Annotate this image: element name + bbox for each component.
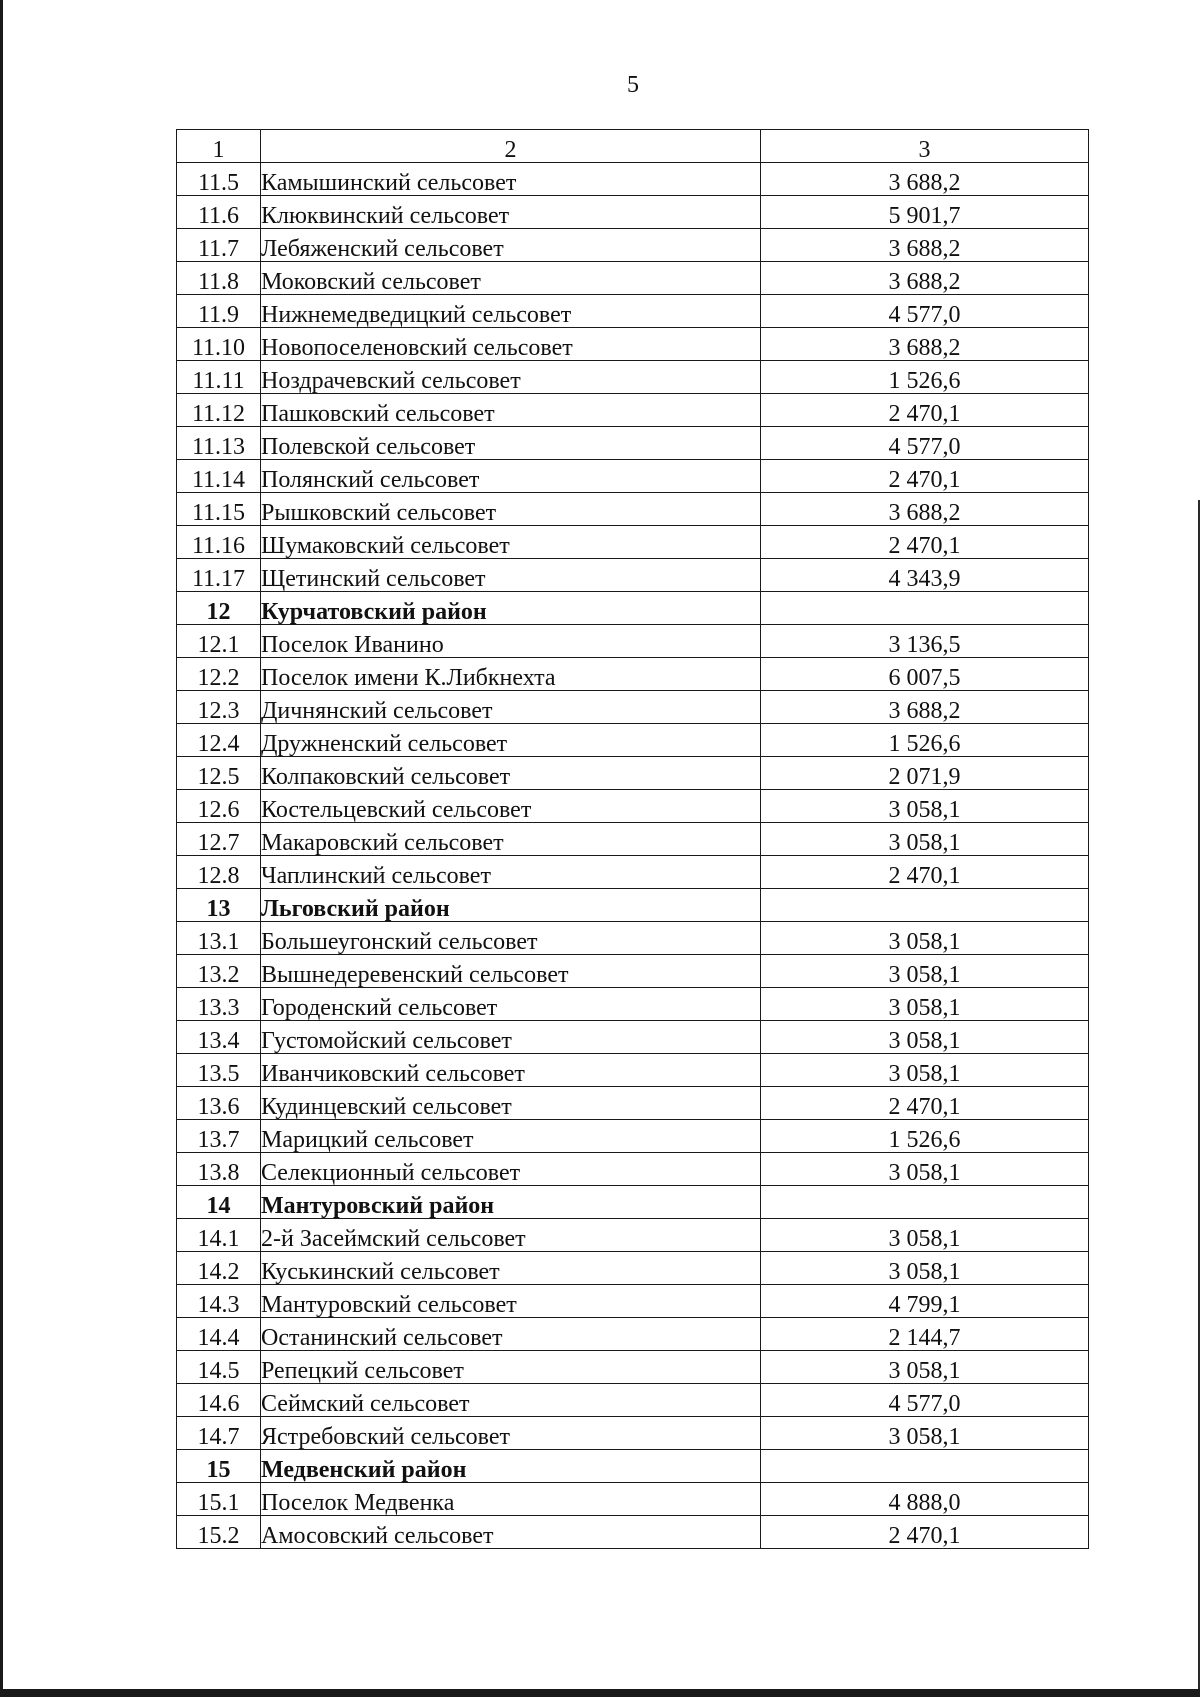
table-group-row (177, 889, 1089, 922)
table-row (177, 361, 1089, 394)
row-number: 13.8 (177, 1153, 261, 1186)
row-value (761, 1186, 1089, 1219)
settlement-name: Мантуровский сельсовет (261, 1285, 761, 1318)
row-number: 12.3 (177, 691, 261, 724)
table-row (177, 460, 1089, 493)
table-row (177, 1285, 1089, 1318)
row-value: 4 343,9 (761, 559, 1089, 592)
column-header-name: 2 (261, 130, 761, 163)
table-row (177, 1516, 1089, 1549)
table-row (177, 1417, 1089, 1450)
settlement-name: Амосовский сельсовет (261, 1516, 761, 1549)
row-number: 12 (177, 592, 261, 625)
settlement-name: Ястребовский сельсовет (261, 1417, 761, 1450)
row-value: 4 799,1 (761, 1285, 1089, 1318)
row-value: 4 888,0 (761, 1483, 1089, 1516)
row-number: 14.7 (177, 1417, 261, 1450)
row-number: 11.5 (177, 163, 261, 196)
settlement-name: Селекционный сельсовет (261, 1153, 761, 1186)
row-number: 13 (177, 889, 261, 922)
table-row (177, 1318, 1089, 1351)
table-row (177, 790, 1089, 823)
row-number: 11.14 (177, 460, 261, 493)
row-value: 1 526,6 (761, 1120, 1089, 1153)
row-value: 4 577,0 (761, 427, 1089, 460)
row-value: 3 688,2 (761, 328, 1089, 361)
settlement-name: Вышнедеревенский сельсовет (261, 955, 761, 988)
row-value: 2 071,9 (761, 757, 1089, 790)
table-row (177, 823, 1089, 856)
table-row (177, 988, 1089, 1021)
row-number: 14.5 (177, 1351, 261, 1384)
row-value: 2 470,1 (761, 526, 1089, 559)
table-body (177, 130, 1089, 1549)
table-row (177, 526, 1089, 559)
row-value: 2 470,1 (761, 856, 1089, 889)
row-number: 14.1 (177, 1219, 261, 1252)
row-number: 11.7 (177, 229, 261, 262)
table-row (177, 1120, 1089, 1153)
table-row (177, 625, 1089, 658)
row-number: 13.1 (177, 922, 261, 955)
row-value: 3 688,2 (761, 493, 1089, 526)
settlement-name: Камышинский сельсовет (261, 163, 761, 196)
table-group-row (177, 1186, 1089, 1219)
settlement-name: Густомойский сельсовет (261, 1021, 761, 1054)
table-row (177, 262, 1089, 295)
row-number: 12.6 (177, 790, 261, 823)
settlement-name: Полевской сельсовет (261, 427, 761, 460)
scan-edge-left (0, 0, 3, 1697)
scan-edge-bottom (0, 1689, 1200, 1697)
settlement-name: 2-й Засеймский сельсовет (261, 1219, 761, 1252)
row-number: 12.4 (177, 724, 261, 757)
row-number: 15.1 (177, 1483, 261, 1516)
row-number: 13.3 (177, 988, 261, 1021)
settlement-name: Клюквинский сельсовет (261, 196, 761, 229)
table-row (177, 955, 1089, 988)
settlement-name: Шумаковский сельсовет (261, 526, 761, 559)
table-row (177, 295, 1089, 328)
table-row (177, 757, 1089, 790)
table-row (177, 1219, 1089, 1252)
row-value: 3 058,1 (761, 1351, 1089, 1384)
table-row (177, 1252, 1089, 1285)
district-name: Курчатовский район (261, 592, 761, 625)
settlement-name: Макаровский сельсовет (261, 823, 761, 856)
row-value: 3 058,1 (761, 1417, 1089, 1450)
row-value: 3 058,1 (761, 1252, 1089, 1285)
table-row (177, 1021, 1089, 1054)
row-number: 12.1 (177, 625, 261, 658)
row-number: 14.6 (177, 1384, 261, 1417)
row-number: 11.6 (177, 196, 261, 229)
settlement-name: Поселок Медвенка (261, 1483, 761, 1516)
row-number: 11.16 (177, 526, 261, 559)
settlement-name: Костельцевский сельсовет (261, 790, 761, 823)
table-row (177, 1054, 1089, 1087)
row-value: 4 577,0 (761, 295, 1089, 328)
row-value: 4 577,0 (761, 1384, 1089, 1417)
settlement-name: Щетинский сельсовет (261, 559, 761, 592)
settlement-name: Пашковский сельсовет (261, 394, 761, 427)
settlement-name: Колпаковский сельсовет (261, 757, 761, 790)
row-number: 15 (177, 1450, 261, 1483)
table-row (177, 196, 1089, 229)
settlement-name: Чаплинский сельсовет (261, 856, 761, 889)
table-row (177, 856, 1089, 889)
row-number: 11.9 (177, 295, 261, 328)
settlement-name: Моковский сельсовет (261, 262, 761, 295)
row-value: 2 144,7 (761, 1318, 1089, 1351)
row-value: 3 058,1 (761, 823, 1089, 856)
table-row (177, 328, 1089, 361)
row-number: 14.2 (177, 1252, 261, 1285)
row-value: 3 058,1 (761, 1021, 1089, 1054)
district-name: Мантуровский район (261, 1186, 761, 1219)
row-number: 12.7 (177, 823, 261, 856)
settlement-name: Лебяженский сельсовет (261, 229, 761, 262)
row-value: 3 136,5 (761, 625, 1089, 658)
table-row (177, 229, 1089, 262)
settlement-name: Останинский сельсовет (261, 1318, 761, 1351)
settlement-name: Дичнянский сельсовет (261, 691, 761, 724)
settlement-name: Иванчиковский сельсовет (261, 1054, 761, 1087)
settlement-name: Сеймский сельсовет (261, 1384, 761, 1417)
row-value: 3 058,1 (761, 1054, 1089, 1087)
table-row (177, 724, 1089, 757)
row-number: 13.5 (177, 1054, 261, 1087)
table-row (177, 922, 1089, 955)
row-value: 2 470,1 (761, 1087, 1089, 1120)
row-number: 15.2 (177, 1516, 261, 1549)
row-number: 11.11 (177, 361, 261, 394)
settlement-name: Новопоселеновский сельсовет (261, 328, 761, 361)
row-value (761, 889, 1089, 922)
table-header-row (177, 130, 1089, 163)
settlement-name: Дружненский сельсовет (261, 724, 761, 757)
settlement-name: Полянский сельсовет (261, 460, 761, 493)
row-value: 2 470,1 (761, 1516, 1089, 1549)
settlement-name: Большеугонский сельсовет (261, 922, 761, 955)
row-value (761, 592, 1089, 625)
district-name: Медвенский район (261, 1450, 761, 1483)
row-number: 13.2 (177, 955, 261, 988)
row-number: 14.3 (177, 1285, 261, 1318)
row-number: 13.7 (177, 1120, 261, 1153)
row-value: 3 058,1 (761, 1153, 1089, 1186)
allocation-table (176, 129, 1089, 1549)
row-number: 12.5 (177, 757, 261, 790)
table-row (177, 1153, 1089, 1186)
table-group-row (177, 592, 1089, 625)
row-value: 3 688,2 (761, 163, 1089, 196)
row-number: 11.15 (177, 493, 261, 526)
row-value: 3 058,1 (761, 1219, 1089, 1252)
settlement-name: Куськинский сельсовет (261, 1252, 761, 1285)
column-header-value: 3 (761, 130, 1089, 163)
settlement-name: Репецкий сельсовет (261, 1351, 761, 1384)
table-row (177, 493, 1089, 526)
row-value (761, 1450, 1089, 1483)
settlement-name: Нижнемедведицкий сельсовет (261, 295, 761, 328)
row-number: 11.17 (177, 559, 261, 592)
table-row (177, 658, 1089, 691)
row-number: 11.13 (177, 427, 261, 460)
table-row (177, 559, 1089, 592)
row-value: 1 526,6 (761, 724, 1089, 757)
row-value: 3 058,1 (761, 922, 1089, 955)
settlement-name: Марицкий сельсовет (261, 1120, 761, 1153)
district-name: Льговский район (261, 889, 761, 922)
row-value: 2 470,1 (761, 394, 1089, 427)
row-value: 5 901,7 (761, 196, 1089, 229)
row-number: 11.12 (177, 394, 261, 427)
column-header-number: 1 (177, 130, 261, 163)
row-number: 12.2 (177, 658, 261, 691)
row-value: 1 526,6 (761, 361, 1089, 394)
table-row (177, 1483, 1089, 1516)
table-row (177, 163, 1089, 196)
row-value: 3 058,1 (761, 790, 1089, 823)
row-value: 3 688,2 (761, 691, 1089, 724)
table-row (177, 394, 1089, 427)
settlement-name: Поселок имени К.Либкнехта (261, 658, 761, 691)
row-value: 3 058,1 (761, 955, 1089, 988)
row-value: 6 007,5 (761, 658, 1089, 691)
table-row (177, 691, 1089, 724)
settlement-name: Кудинцевский сельсовет (261, 1087, 761, 1120)
settlement-name: Поселок Иванино (261, 625, 761, 658)
row-number: 13.4 (177, 1021, 261, 1054)
table-row (177, 1384, 1089, 1417)
row-number: 12.8 (177, 856, 261, 889)
row-value: 3 688,2 (761, 229, 1089, 262)
table-row (177, 1087, 1089, 1120)
row-number: 14 (177, 1186, 261, 1219)
table-group-row (177, 1450, 1089, 1483)
table-row (177, 1351, 1089, 1384)
page-number: 5 (627, 72, 639, 98)
row-number: 14.4 (177, 1318, 261, 1351)
settlement-name: Городенский сельсовет (261, 988, 761, 1021)
row-value: 3 058,1 (761, 988, 1089, 1021)
settlement-name: Ноздрачевский сельсовет (261, 361, 761, 394)
row-number: 11.10 (177, 328, 261, 361)
row-value: 2 470,1 (761, 460, 1089, 493)
settlement-name: Рышковский сельсовет (261, 493, 761, 526)
row-value: 3 688,2 (761, 262, 1089, 295)
row-number: 11.8 (177, 262, 261, 295)
row-number: 13.6 (177, 1087, 261, 1120)
table-row (177, 427, 1089, 460)
